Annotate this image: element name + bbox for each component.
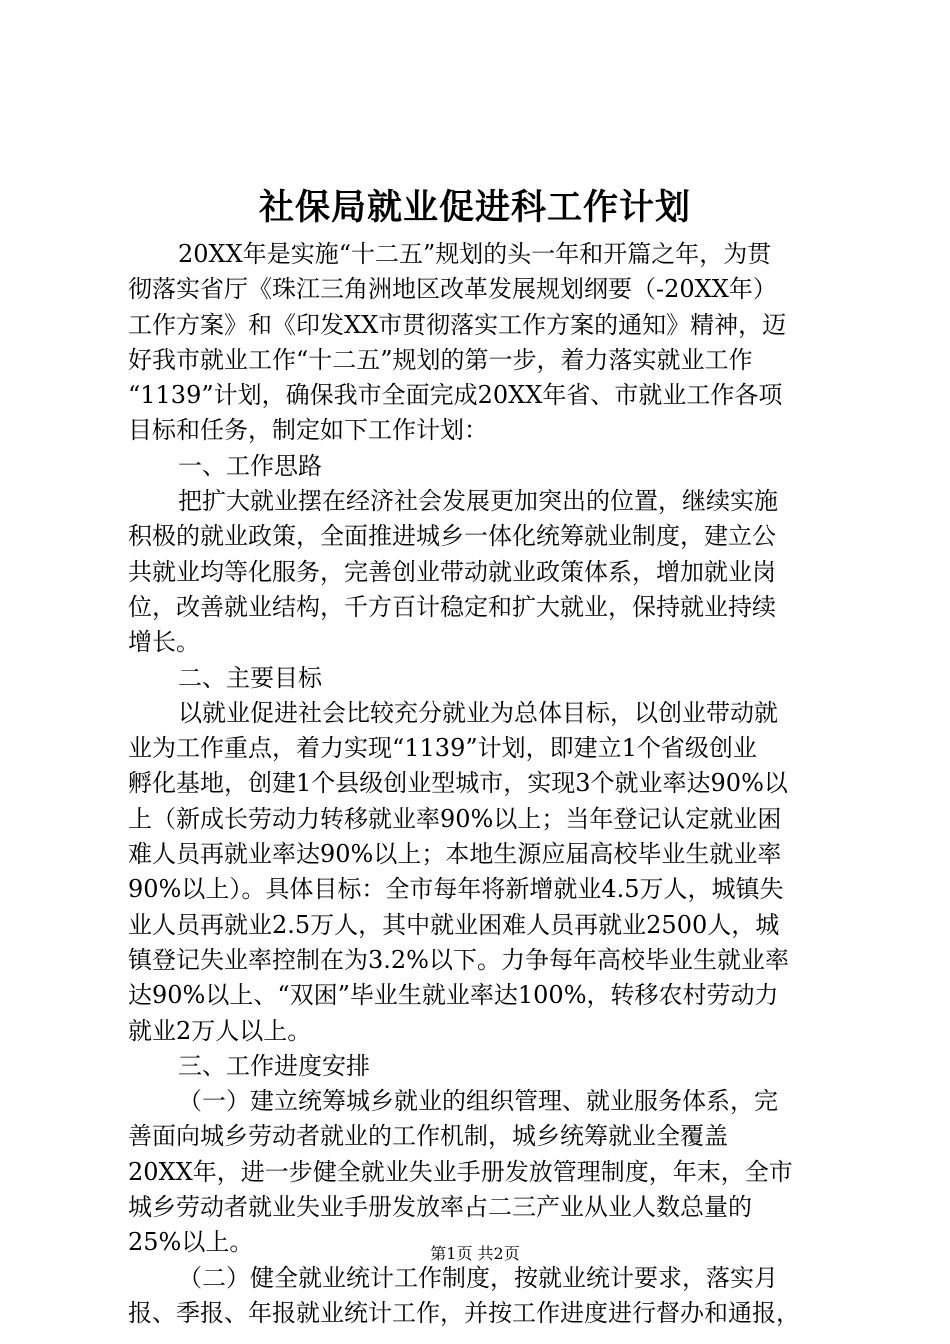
section-heading: [128, 1049, 830, 1084]
text-line: 20XX年，进一步健全就业失业手册发放管理制度，年末，全市: [128, 1157, 793, 1186]
text-line: 彻落实省厅《珠江三角洲地区改革发展规划纲要（-20XX年）: [128, 275, 777, 304]
text-line: 把扩大就业摆在经济社会发展更加突出的位置，继续实施: [178, 487, 778, 516]
text-line: 三、工作进度安排: [178, 1051, 370, 1080]
text-line: 一、工作思路: [178, 451, 322, 480]
section-paragraph: [128, 1084, 830, 1260]
text-line: （二）健全就业统计工作制度，按就业统计要求，落实月: [178, 1263, 778, 1292]
document-title: 社保局就业促进科工作计划: [258, 187, 691, 228]
text-line: 二、主要目标: [178, 663, 322, 692]
text-line: 难人员再就业率达90%以上；本地生源应届高校毕业生就业率: [128, 840, 782, 869]
text-line: 好我市就业工作“十二五”规划的第一步，着力落实就业工作: [128, 345, 753, 374]
text-line: 20XX年是实施“十二五”规划的头一年和开篇之年，为贯: [178, 240, 772, 268]
section-heading: [128, 449, 830, 484]
text-line: 以就业促进社会比较充分就业为总体目标，以创业带动就: [178, 698, 778, 727]
text-line: 业人员再就业2.5万人，其中就业困难人员再就业2500人，城: [128, 910, 780, 939]
text-line: 业为工作重点，着力实现“1139”计划，即建立1个省级创业: [128, 734, 757, 763]
text-line: 镇登记失业率控制在为3.2%以下。力争每年高校毕业生就业率: [128, 945, 789, 974]
text-line: 位，改善就业结构，千方百计稳定和扩大就业，保持就业持续: [128, 592, 776, 621]
text-line: 共就业均等化服务，完善创业带动就业政策体系，增加就业岗: [128, 557, 776, 586]
text-line: （一）建立统筹城乡就业的组织管理、就业服务体系，完: [178, 1087, 778, 1116]
intro-paragraph: [128, 237, 830, 449]
text-line: 就业2万人以上。: [128, 1016, 312, 1045]
text-line: 善面向城乡劳动者就业的工作机制，城乡统筹就业全覆盖: [128, 1122, 728, 1151]
text-line: 目标和任务，制定如下工作计划：: [128, 416, 488, 445]
text-line: 城乡劳动者就业失业手册发放率占二三产业从业人数总量的: [128, 1193, 752, 1222]
text-line: “1139”计划，确保我市全面完成20XX年省、市就业工作各项: [128, 381, 783, 410]
text-line: 达90%以上、“双困”毕业生就业率达100%，转移农村劳动力: [128, 981, 779, 1010]
section-paragraph: [128, 1261, 830, 1332]
text-line: 孵化基地，创建1个县级创业型城市，实现3个就业率达90%以: [128, 769, 788, 798]
text-line: 工作方案》和《印发XX市贯彻落实工作方案的通知》精神，迈: [128, 310, 787, 339]
document-body: [128, 237, 830, 1331]
section-paragraph: [128, 696, 830, 1049]
page-footer: 第1页 共2页: [430, 1244, 520, 1263]
text-line: 增长。: [128, 628, 200, 657]
text-line: 报、季报、年报就业统计工作，并按工作进度进行督办和通报，: [128, 1298, 800, 1327]
text-line: 25%以上。: [128, 1228, 254, 1257]
section-heading: [128, 661, 830, 696]
text-line: 积极的就业政策，全面推进城乡一体化统筹就业制度，建立公: [128, 522, 776, 551]
text-line: 90%以上）。具体目标：全市每年将新增就业4.5万人，城镇失: [128, 875, 784, 904]
text-line: 上（新成长劳动力转移就业率90%以上；当年登记认定就业困: [128, 804, 782, 833]
section-paragraph: [128, 484, 830, 660]
